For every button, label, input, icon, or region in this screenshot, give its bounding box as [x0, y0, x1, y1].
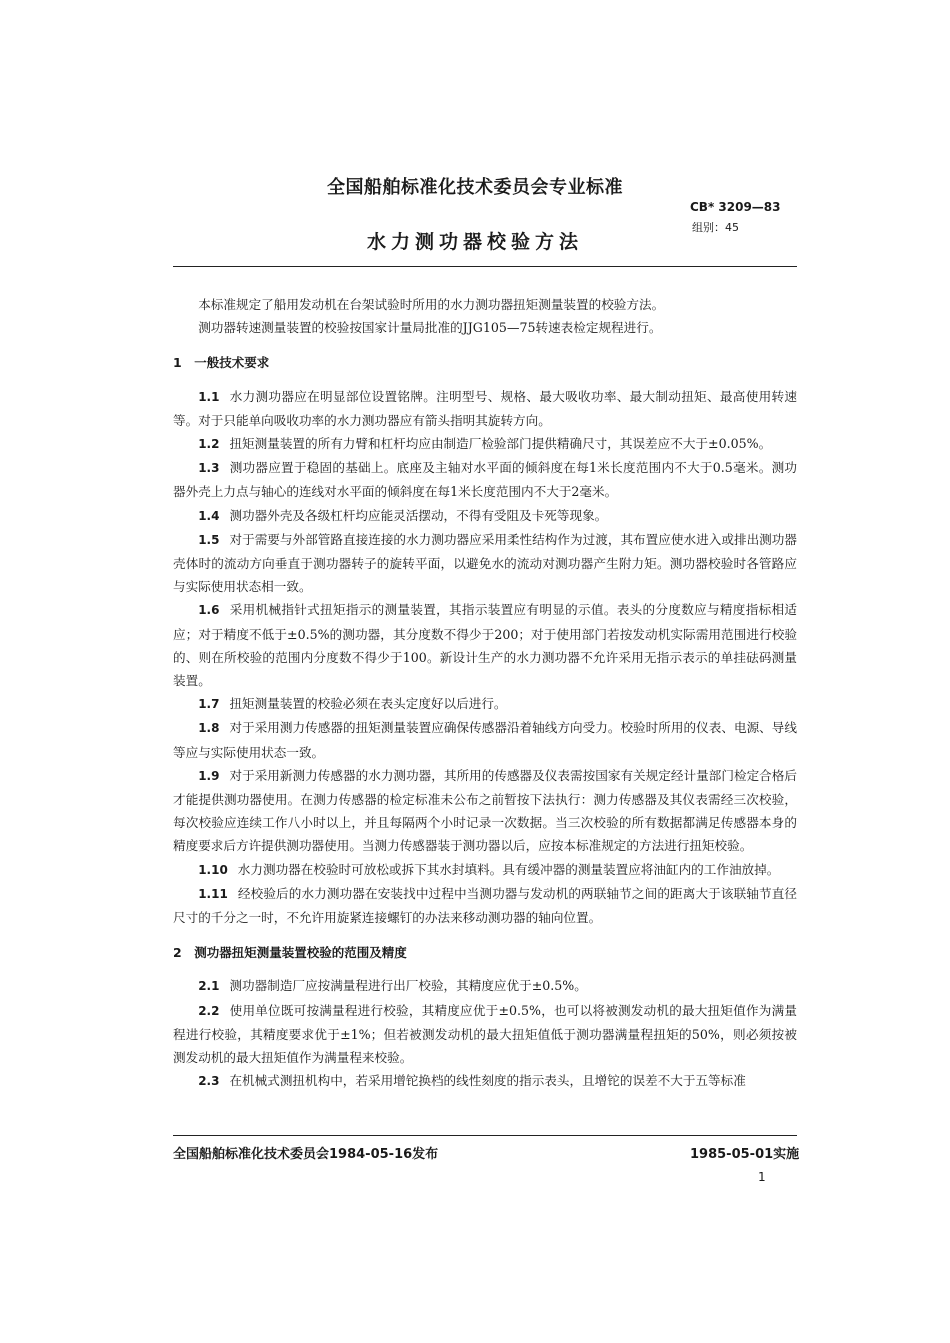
clause [173, 716, 797, 763]
clause-number: 1.6 [198, 603, 220, 618]
issue-date: 全国船舶标准化技术委员会1984-05-16发布 [173, 1147, 439, 1162]
clause-number: 1.11 [198, 886, 228, 901]
clause-text: 对于采用新测力传感器的水力测功器，其所用的传感器及仪表需按国家有关规定经计量部门检定合格后才能提供测功器使用。在测力传感器的检定标准未公布之前暂按下法执行：测力传感器及其仪表需经三次校验，每次校验应连续工作八小时以上，并且每隔两个小时记录一次数据。当三次校验的所有数据都满足传感器本身的精度要求后方许提供测功器使用。当测力传感器装于测功器以后，应按本标准规定的方法进行扭矩校验。 [173, 767, 797, 854]
clause-text: 扭矩测量装置的所有力臂和杠杆均应由制造厂检验部门提供精确尺寸，其误差应不大于±0.05%。 [229, 436, 772, 452]
clause-number: 1.9 [198, 768, 220, 783]
clause-text: 采用机械指针式扭矩指示的测量装置，其指示装置应有明显的示值。表头的分度数应与精度指标相适应；对于精度不低于±0.5%的测功器，其分度数不得少于200；对于使用部门若按发动机实际需用范围进行校验的、则在所校验的范围内分度数不得少于100。新设计生产的水力测功器不允许采用无指示表示的单挂砝码测量装置。 [173, 602, 797, 689]
clause-text: 水力测功器在校验时可放松或拆下其水封填料。具有缓冲器的测量装置应将油缸内的工作油放掉。 [237, 861, 780, 877]
clause-number: 1.2 [198, 437, 220, 452]
clause [173, 504, 797, 528]
section-heading: 1 一般技术要求 [173, 355, 270, 371]
clause-number: 2.2 [198, 1003, 220, 1018]
clause-text: 测功器外壳及各级杠杆均应能灵活摆动，不得有受阻及卡死等现象。 [229, 507, 608, 523]
clause-text: 经校验后的水力测功器在安装找中过程中当测功器与发动机的两联轴节之间的距离大于该联轴节直径尺寸的千分之一时，不允许用旋紧连接螺钉的办法来移动测功器的轴向位置。 [173, 885, 797, 926]
clause-text: 测功器制造厂应按满量程进行出厂校验，其精度应优于±0.5%。 [229, 978, 587, 994]
clause-number: 1.10 [198, 862, 228, 877]
clause [173, 528, 797, 599]
intro-paragraph: 本标准规定了船用发动机在台架试验时所用的水力测功器扭矩测量装置的校验方法。 [198, 297, 665, 312]
clause-text: 测功器应置于稳固的基础上。底座及主轴对水平面的倾斜度在每1米长度范围内不大于0.5毫米。测功器外壳上力点与轴心的连线对水平面的倾斜度在每1米长度范围内不大于2毫米。 [173, 460, 797, 500]
section-heading: 2 测功器扭矩测量装置校验的范围及精度 [173, 945, 407, 961]
clause-text: 对于采用测力传感器的扭矩测量装置应确保传感器沿着轴线方向受力。校验时所用的仪表、电源、导线等应与实际使用状态一致。 [173, 720, 797, 760]
clause-number: 1.8 [198, 721, 220, 736]
document-body [173, 293, 797, 1094]
issuing-organization: 全国船舶标准化技术委员会专业标准 [327, 177, 623, 198]
clause [173, 456, 797, 503]
clause [173, 385, 797, 432]
header-rule [173, 266, 797, 267]
clause [173, 999, 797, 1070]
footer-rule [173, 1135, 797, 1136]
intro-paragraph: 测功器转速测量装置的校验按国家计量局批准的JJG105—75转速表检定规程进行。 [198, 320, 662, 336]
effective-date: 1985-05-01实施 [690, 1147, 800, 1162]
clause [173, 432, 797, 456]
clause [173, 764, 797, 858]
clause-number: 1.1 [198, 389, 220, 404]
clause-number: 1.5 [198, 532, 220, 547]
clause-text: 使用单位既可按满量程进行校验，其精度应优于±0.5%，也可以将被测发动机的最大扭矩值作为满量程进行校验，其精度要求优于±1%；但若被测发动机的最大扭矩值低于测功器满量程扭矩的50%，则必须按被测发动机的最大扭矩值作为满量程来校验。 [173, 1002, 797, 1066]
document-title: 水力测功器校验方法 [366, 231, 583, 253]
clause-text: 对于需要与外部管路直接连接的水力测功器应采用柔性结构作为过渡，其布置应使水进入或排出测功器壳体时的流动方向垂直于测功器转子的旋转平面，以避免水的流动对测功器产生附力矩。测功器校验时各管路应与实际使用状态相一致。 [173, 531, 797, 595]
clause-text: 在机械式测扭机构中，若采用增铊换档的线性刻度的指示表头，且增铊的误差不大于五等标准 [229, 1073, 746, 1089]
clause-number: 2.1 [198, 979, 220, 994]
clause-text: 水力测功器应在明显部位设置铭牌。注明型号、规格、最大吸收功率、最大制动扭矩、最高使用转速等。对于只能单向吸收功率的水力测功器应有箭头指明其旋转方向。 [173, 388, 797, 428]
clause [173, 974, 797, 998]
clause-number: 2.3 [198, 1074, 220, 1089]
standard-code: CB* 3209—83 [690, 200, 781, 214]
standard-group: 组别：45 [692, 221, 739, 234]
clause-number: 1.3 [198, 461, 220, 476]
clause [173, 598, 797, 692]
clause-number: 1.4 [198, 508, 220, 523]
clause [173, 858, 797, 882]
clause [173, 692, 797, 716]
clause [173, 882, 797, 929]
clause-number: 1.7 [198, 697, 220, 712]
page-number: 1 [758, 1170, 766, 1184]
clause-text: 扭矩测量装置的校验必须在表头定度好以后进行。 [229, 696, 507, 712]
clause [173, 1069, 797, 1093]
